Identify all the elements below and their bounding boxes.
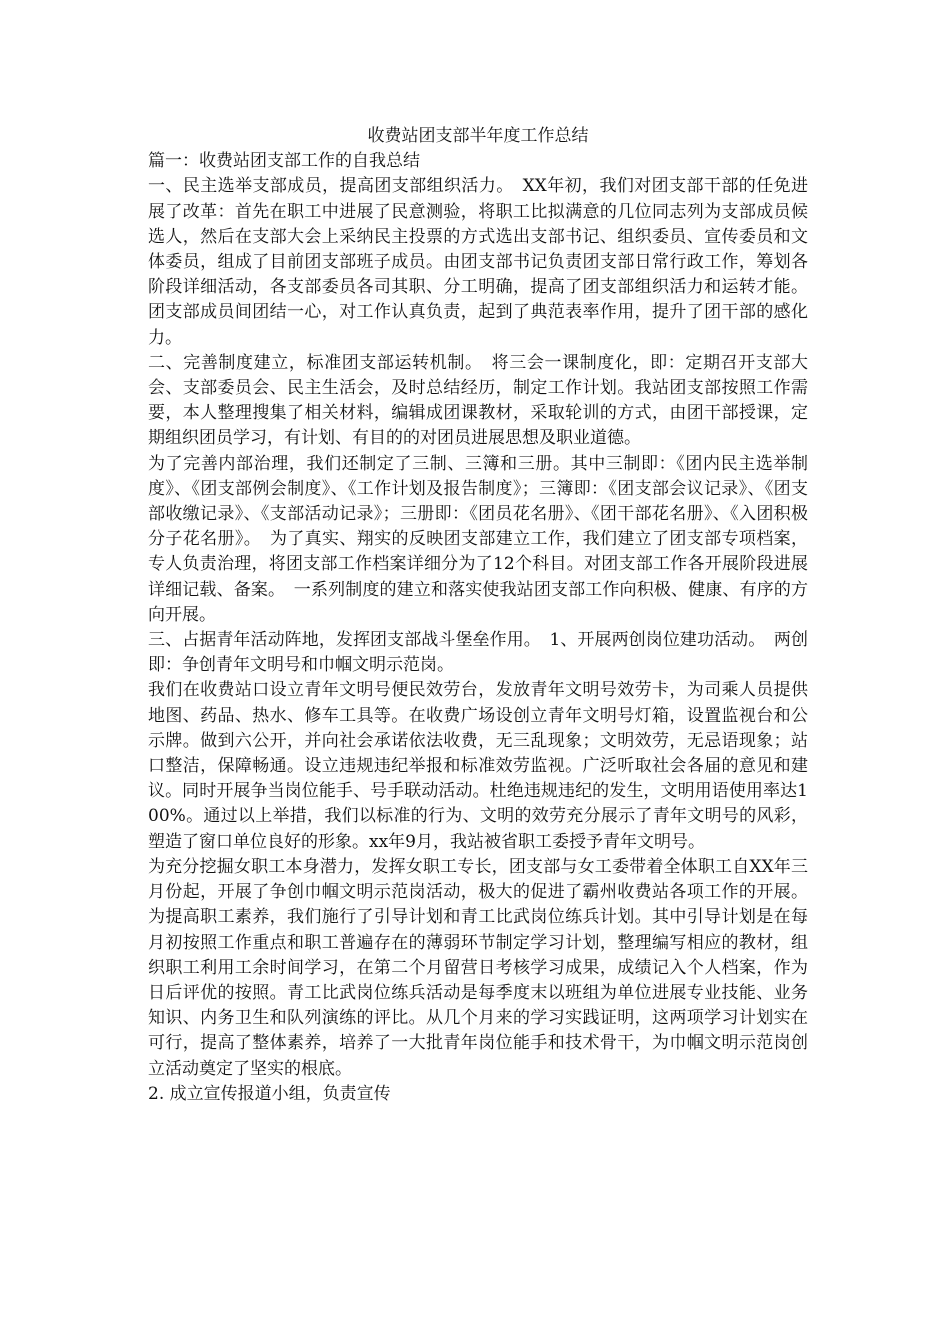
paragraph-management-system: 为了完善内部治理，我们还制定了三制、三簿和三册。其中三制即：《团内民主选举制度》、《团支部例会制度》、《工作计划及报告制度》；三簿即：《团支部会议记录》、《团支部收缴记录》、《支部活动记录》；三册即：《团员花名册》、《团干部花名册》、《入团积极分子花名册》。 为了真实、翔实的反映团支部建立工作，我们建立了团支部专项档案，专人负责治理，将团支部工作档案详细分为了12个科目。对团支部工作各开展阶段进展详细记载、备案。 一系列制度的建立和落实使我站团支部工作向积极、健康、有序的方向开展。	[148, 453, 808, 625]
document-title: 收费站团支部半年度工作总结	[367, 126, 589, 146]
paragraph-women-workers: 为充分挖掘女职工本身潜力，发挥女职工专长，团支部与女工委带着全体职工自XX年三月份起，开展了争创巾帼文明示范岗活动，极大的促进了霸州收费站各项工作的开展。为提高职工素养，我们施行了引导计划和青工比武岗位练兵计划。其中引导计划是在每月初按照工作重点和职工普遍存在的薄弱环节制定学习计划，整理编写相应的教材，组织职工利用工余时间学习，在第二个月留营日考核学习成果，成绩记入个人档案，作为日后评优的按照。青工比武岗位练兵活动是每季度末以班组为单位进展专业技能、业务知识、内务卫生和队列演练的评比。从几个月来的学习实践证明，这两项学习计划实在可行，提高了整体素养，培养了一大批青年岗位能手和技术骨干，为巾帼文明示范岗创立活动奠定了坚实的根底。	[148, 856, 808, 1079]
paragraph-section-1: 一、民主选举支部成员，提高团支部组织活力。 XX年初，我们对团支部干部的任免进展了改革：首先在职工中进展了民意测验，将职工比拟满意的几位同志列为支部成员候选人，然后在支部大会上采纳民主投票的方式选出支部书记、组织委员、宣传委员和文体委员，组成了目前团支部班子成员。由团支部书记负责团支部日常行政工作，筹划各阶段详细活动，各支部委员各司其职、分工明确，提高了团支部组织活力和运转才能。团支部成员间团结一心，对工作认真负责，起到了典范表率作用，提升了团干部的感化力。	[148, 176, 808, 348]
paragraph-section-3: 三、占据青年活动阵地，发挥团支部战斗堡垒作用。 1、开展两创岗位建功活动。 两创即：争创青年文明号和巾帼文明示范岗。	[148, 630, 808, 676]
paragraph-section-2: 二、完善制度建立，标准团支部运转机制。 将三会一课制度化，即：定期召开支部大会、支部委员会、民主生活会，及时总结经历，制定工作计划。我站团支部按照工作需要，本人整理搜集了相关材料，编辑成团课教材，采取轮训的方式，由团干部授课，定期组织团员学习，有计划、有目的的对团员进展思想及职业道德。	[148, 352, 808, 449]
paragraph-youth-civilization: 我们在收费站口设立青年文明号便民效劳台，发放青年文明号效劳卡，为司乘人员提供地图、药品、热水、修车工具等。在收费广场设创立青年文明号灯箱，设置监视台和公示牌。做到六公开，并向社会承诺依法收费，无三乱现象；文明效劳，无忌语现象；站口整洁，保障畅通。设立违规违纪举报和标准效劳监视。广泛听取社会各届的意见和建议。同时开展争当岗位能手、号手联动活动。杜绝违规违纪的发生，文明用语使用率达100%。通过以上举措，我们以标准的行为、文明的效劳充分展示了青年文明号的风彩，塑造了窗口单位良好的形象。xx年9月，我站被省职工委授予青年文明号。	[148, 680, 808, 852]
paragraph-publicity-group: 2. 成立宣传报道小组，负责宣传	[148, 1083, 391, 1104]
document-page	[148, 124, 808, 1107]
document-subtitle: 篇一：收费站团支部工作的自我总结	[148, 151, 420, 172]
